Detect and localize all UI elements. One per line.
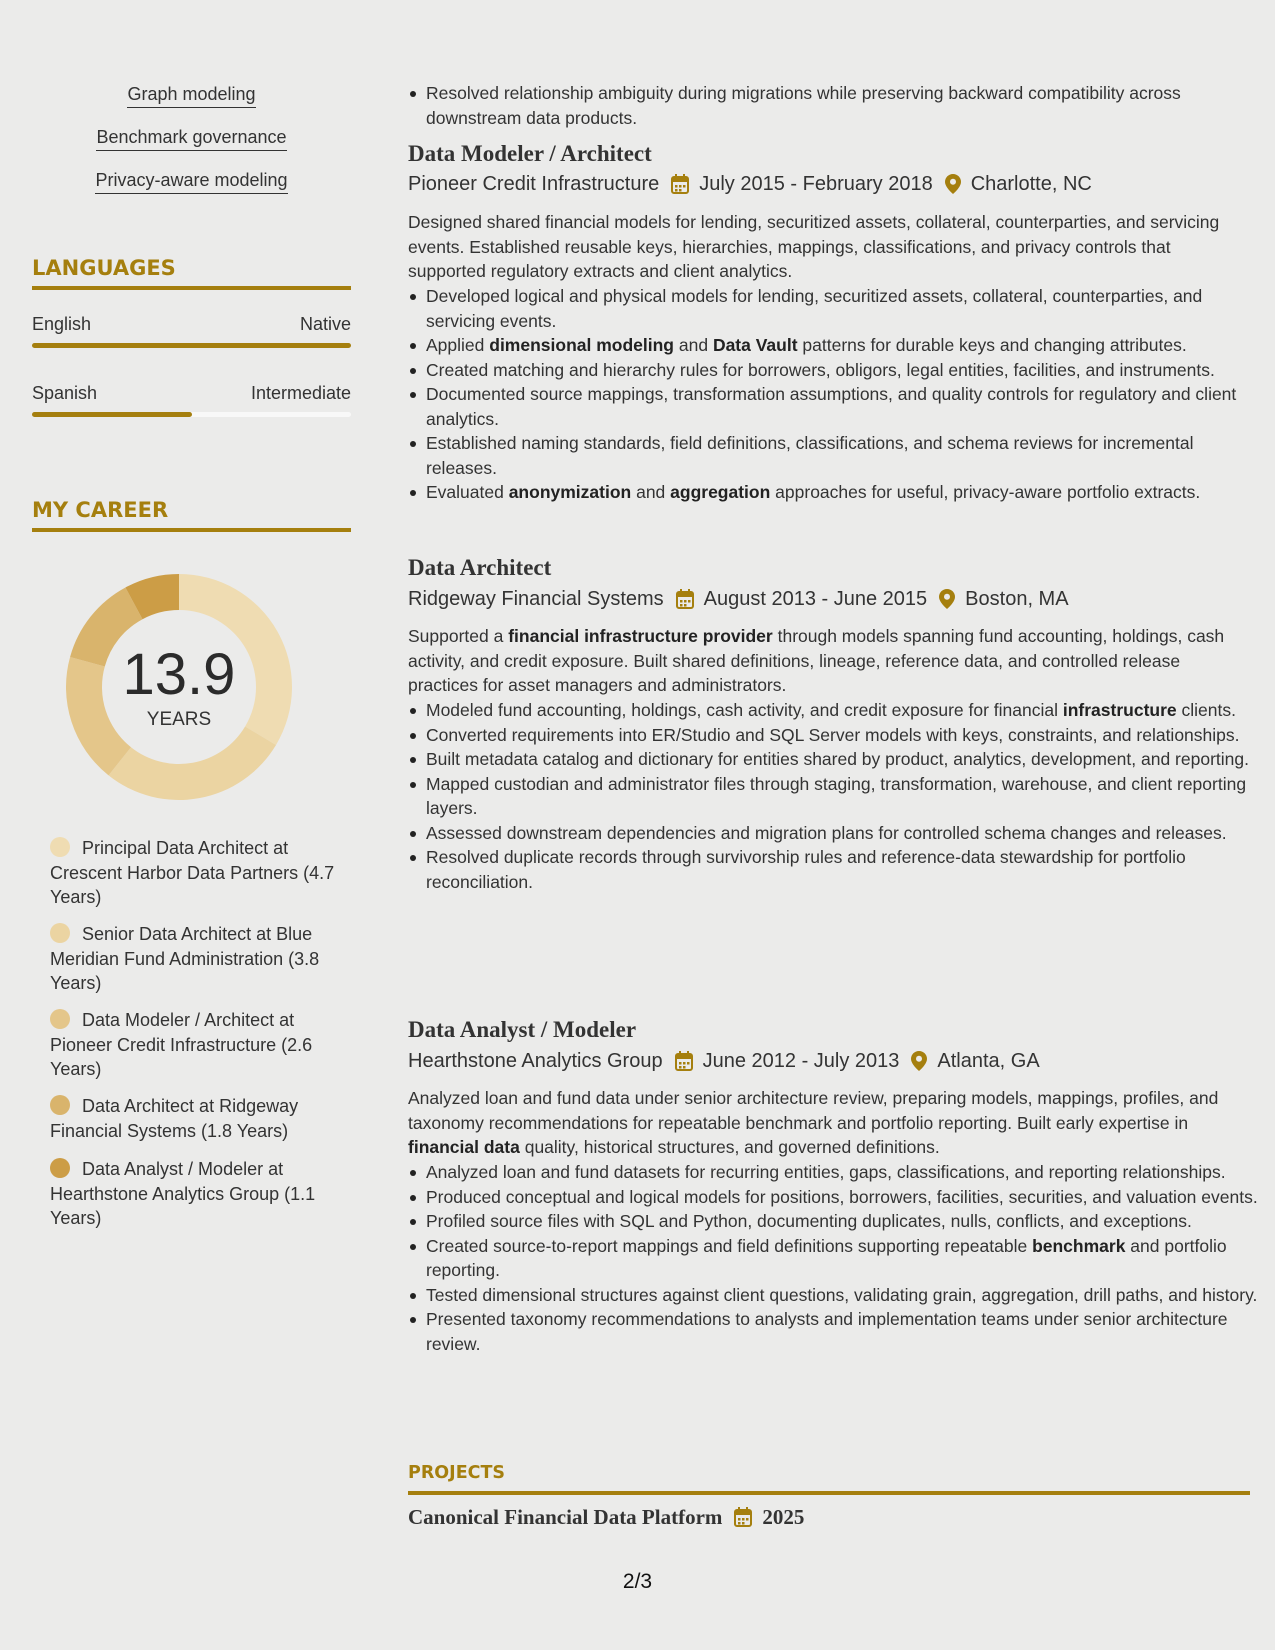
career-total: 13.9: [122, 642, 236, 707]
bullet-item: Resolved relationship ambiguity during migrations while preserving backward compatibility across downstream data products.: [426, 81, 1268, 130]
project-item: [408, 1505, 1250, 1530]
job-summary: Supported a financial infrastructure provider through models spanning fund accounting, holdings, cash activity, and credit exposure. Built shared definitions, lineage, reference data, and controlled release practices for asset managers and administrators.: [408, 626, 1225, 695]
calendar-icon: [734, 1507, 752, 1527]
language-bar-fill: [32, 343, 351, 348]
skill-tag: Privacy-aware modeling: [95, 170, 287, 194]
calendar-icon: [675, 1051, 693, 1071]
bullet-item: Resolved duplicate records through survivorship rules and reference-data stewardship for portfolio reconciliation.: [426, 845, 1268, 894]
calendar-icon: [676, 589, 694, 609]
language-name: English: [32, 314, 92, 334]
bullet-item: Presented taxonomy recommendations to analysts and implementation teams under senior architecture review.: [426, 1307, 1268, 1356]
legend-text: Senior Data Architect at Blue Meridian Fund Administration (3.8 Years): [50, 924, 320, 993]
job-location: Charlotte, NC: [970, 173, 1092, 195]
bullet-item: Modeled fund accounting, holdings, cash activity, and credit exposure for financial infrastructure clients.: [426, 698, 1268, 723]
job-bullets: [408, 1160, 1268, 1356]
bullet-item: Tested dimensional structures against client questions, validating grain, aggregation, drill paths, and history.: [426, 1283, 1268, 1308]
legend-item: [50, 1008, 335, 1082]
legend-item: [50, 836, 335, 910]
legend-swatch: [50, 923, 70, 943]
language-bar: [32, 343, 351, 348]
job-bullets: [408, 284, 1268, 505]
job-meta: [408, 587, 1250, 612]
bullet-item: Established naming standards, field definitions, classifications, and schema reviews for incremental releases.: [426, 431, 1268, 480]
location-pin-icon: [945, 174, 961, 194]
bullet-item: Profiled source files with SQL and Python, documenting duplicates, nulls, conflicts, and exceptions.: [426, 1209, 1268, 1234]
legend-swatch: [50, 1009, 70, 1029]
language-item: [32, 314, 351, 348]
job-company: Ridgeway Financial Systems: [408, 588, 664, 610]
job-meta: [408, 172, 1250, 197]
bullet-item: Analyzed loan and fund datasets for recurring entities, gaps, classifications, and reporting relationships.: [426, 1160, 1268, 1185]
location-pin-icon: [911, 1051, 927, 1071]
job-dates: June 2012 - July 2013: [702, 1050, 900, 1072]
job-summary: Designed shared financial models for lending, securitized assets, collateral, counterparties, and servicing events. Established reusable keys, hierarchies, mappings, classifications, and privacy controls that supported regulatory extracts and client analytics.: [408, 212, 1220, 281]
job-bullets: [408, 698, 1268, 894]
job-title: Data Analyst / Modeler: [408, 1017, 637, 1042]
job-location: Boston, MA: [965, 588, 1069, 610]
project-name: Canonical Financial Data Platform: [408, 1505, 723, 1529]
job-summary: Analyzed loan and fund data under senior architecture review, preparing models, mappings, profiles, and taxonomy recommendations for repeatable benchmark and portfolio reporting. Built early expertise in financial data quality, historical structures, and governed definitions.: [408, 1088, 1219, 1157]
bullet-item: Evaluated anonymization and aggregation approaches for useful, privacy-aware portfolio extracts.: [426, 480, 1268, 505]
languages-heading: LANGUAGES: [32, 256, 351, 290]
language-name: Spanish: [32, 383, 98, 403]
page-number: 2/3: [622, 1570, 653, 1593]
language-bar-fill: [32, 412, 192, 417]
job-company: Pioneer Credit Infrastructure: [408, 173, 660, 195]
skill-tag: Benchmark governance: [96, 127, 286, 151]
legend-text: Data Modeler / Architect at Pioneer Credit Infrastructure (2.6 Years): [50, 1010, 313, 1079]
skill-tag: Graph modeling: [127, 84, 255, 108]
job-location: Atlanta, GA: [937, 1050, 1040, 1072]
legend-item: [50, 1094, 335, 1143]
bullet-item: Created matching and hierarchy rules for borrowers, obligors, legal entities, facilities, and instruments.: [426, 358, 1268, 383]
bullet-item: Produced conceptual and logical models for positions, borrowers, facilities, securities, and valuation events.: [426, 1185, 1268, 1210]
bullet-item: Developed logical and physical models for lending, securitized assets, collateral, counterparties, and servicing events.: [426, 284, 1268, 333]
bullet-item: Built metadata catalog and dictionary for entities shared by product, analytics, development, and reporting.: [426, 747, 1268, 772]
bullet-item: Mapped custodian and administrator files through staging, transformation, warehouse, and client reporting layers.: [426, 772, 1268, 821]
job-title: Data Architect: [408, 555, 552, 580]
legend-item: [50, 922, 335, 996]
bullet-item: Applied dimensional modeling and Data Vault patterns for durable keys and changing attributes.: [426, 333, 1268, 358]
career-heading: MY CAREER: [32, 498, 351, 532]
projects-heading: PROJECTS: [408, 1461, 1250, 1495]
job-title: Data Modeler / Architect: [408, 141, 652, 166]
legend-item: [50, 1157, 335, 1231]
language-item: [32, 383, 351, 417]
bullet-item: Assessed downstream dependencies and migration plans for controlled schema changes and releases.: [426, 821, 1268, 846]
language-level: Native: [299, 314, 351, 334]
legend-text: Data Architect at Ridgeway Financial Systems (1.8 Years): [50, 1096, 299, 1141]
job-company: Hearthstone Analytics Group: [408, 1050, 663, 1072]
bullet-item: Created source-to-report mappings and field definitions supporting repeatable benchmark and portfolio reporting.: [426, 1234, 1268, 1283]
legend-text: Principal Data Architect at Crescent Harbor Data Partners (4.7 Years): [50, 838, 335, 907]
legend-text: Data Analyst / Modeler at Hearthstone Analytics Group (1.1 Years): [50, 1159, 316, 1228]
job-meta: [408, 1049, 1250, 1074]
bullet-list: [408, 81, 1268, 130]
project-year: 2025: [762, 1505, 805, 1529]
job-dates: July 2015 - February 2018: [699, 173, 933, 195]
location-pin-icon: [939, 589, 955, 609]
bullet-item: Converted requirements into ER/Studio and SQL Server models with keys, constraints, and relationships.: [426, 723, 1268, 748]
career-unit: YEARS: [146, 709, 212, 730]
legend-swatch: [50, 1158, 70, 1178]
language-bar: [32, 412, 351, 417]
job-dates: August 2013 - June 2015: [703, 588, 928, 610]
legend-swatch: [50, 1095, 70, 1115]
bullet-item: Documented source mappings, transformation assumptions, and quality controls for regulatory and client analytics.: [426, 382, 1268, 431]
legend-swatch: [50, 837, 70, 857]
donut-slice: [109, 726, 276, 800]
calendar-icon: [671, 174, 689, 194]
language-level: Intermediate: [250, 383, 351, 403]
